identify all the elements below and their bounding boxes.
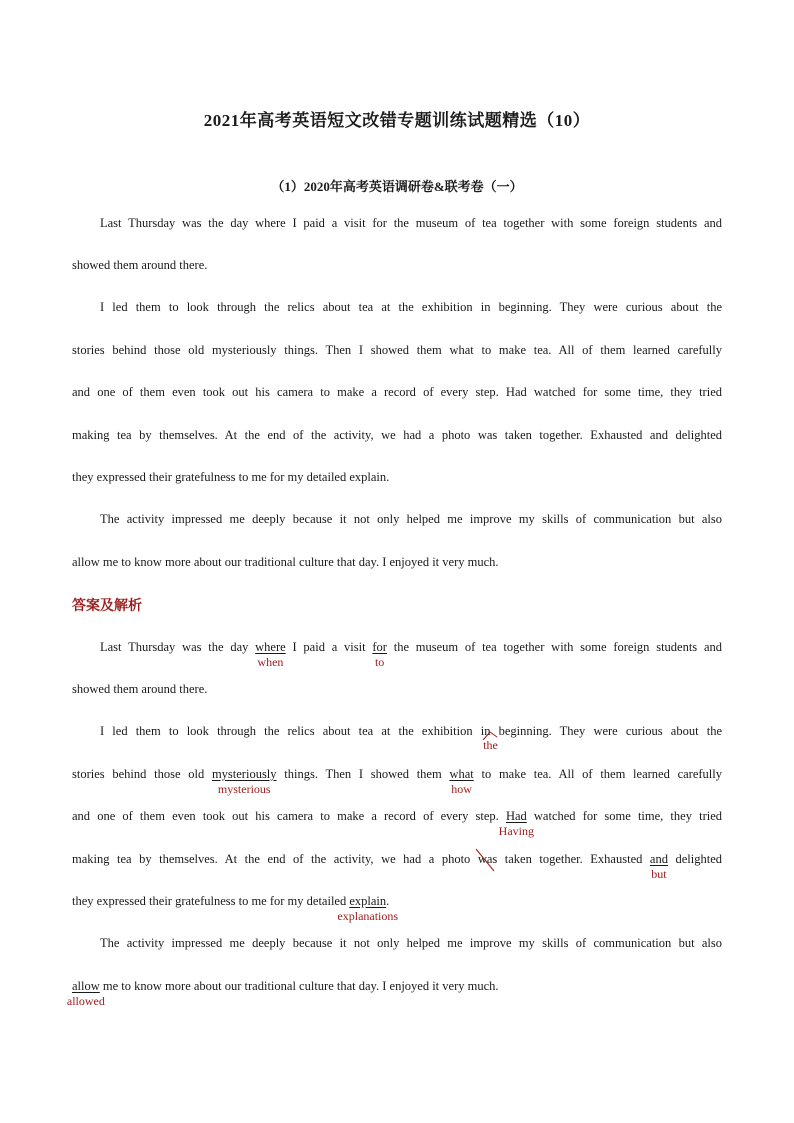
error-word-text: explain [349,894,387,908]
error-word [66,978,105,1008]
error-word [649,851,668,881]
answer-line [72,893,722,923]
answer-text: delighted [667,852,722,866]
answer-line [72,766,722,796]
correction-text: Having [498,824,535,838]
answer-line: showed them around there. [72,682,208,696]
passage-line: they expressed their gratefulness to me for my detailed explain. [72,470,390,484]
answer-text: to make tea. All of them learned carefully [473,767,722,781]
answer-line [72,808,722,838]
page-title: 2021年高考英语短文改错专题训练试题精选（10） [203,111,591,130]
answer-text: stories behind those old [72,767,212,781]
error-word [255,639,286,669]
error-word-text: for [372,640,387,654]
correction-text: but [651,867,667,881]
answer-text: making tea by themselves. At the end of the activity, we had a photo [72,852,478,866]
answer-line [72,851,722,881]
answer-text: Last Thursday was the day [100,640,256,654]
answer-line [72,723,722,752]
error-word [337,893,399,923]
error-word-text: Had [505,809,527,823]
answer-text: I led them to look through the relics about tea at the exhibition in [100,724,491,738]
section-subtitle: （1）2020年高考英语调研卷&联考卷（一） [271,179,523,194]
error-word-text: where [255,640,286,654]
answer-heading: 答案及解析 [72,599,142,614]
passage-line: showed them around there. [72,258,208,272]
answer-text: they expressed their gratefulness to me for my detailed [72,894,350,908]
answer-text: things. Then I showed them [276,767,450,781]
answer-text: me to know more about our traditional culture that day. I enjoyed it very much. [99,979,499,993]
correction-text: allowed [66,994,105,1008]
correction-text: explanations [337,909,399,923]
deleted-word-text: was [477,852,498,866]
passage-line: and one of them even took out his camera to make a record of every step. Had watched for some time, they tried [72,385,722,399]
error-word-text: mysteriously [211,767,277,781]
error-word [372,639,387,669]
correction-text: when [257,655,284,669]
answer-text: taken together. Exhausted [497,852,650,866]
correction-text: to [374,655,385,669]
error-word-text: allow [72,979,100,993]
error-word [449,766,474,796]
correction-text: how [451,782,472,796]
passage-line: making tea by themselves. At the end of the activity, we had a photo was taken together. Exhausted and delighted [72,428,722,442]
answer-text: beginning. They were curious about the [490,724,722,738]
error-word [498,808,535,838]
passage-line: Last Thursday was the day where I paid a visit for the museum of tea together with some foreign students and [100,216,722,230]
passage-line: stories behind those old mysteriously things. Then I showed them what to make tea. All of them learned carefully [72,343,722,357]
answer-text: I paid a visit [285,640,373,654]
answer-line [72,639,723,669]
passage-line: The activity impressed me deeply because it not only helped me improve my skills of communication but also [100,512,722,526]
answer-text: . [386,894,390,908]
answer-line [66,978,722,1008]
deleted-word [478,851,497,867]
passage-line: allow me to know more about our traditional culture that day. I enjoyed it very much. [72,555,499,569]
error-word-text: what [449,767,474,781]
answer-line: The activity impressed me deeply because it not only helped me improve my skills of communication but also [100,936,722,950]
passage-line: I led them to look through the relics about tea at the exhibition in beginning. They were curious about the [100,300,722,314]
error-word-text: and [649,852,668,866]
correction-text: the [483,738,498,752]
answer-text: and one of them even took out his camera to make a record of every step. [72,809,506,823]
delete-slash-icon [474,847,496,873]
correction-text: mysterious [217,782,271,796]
answer-text: watched for some time, they tried [526,809,722,823]
answer-text: the museum of tea together with some foreign students and [386,640,723,654]
error-word [211,766,277,796]
